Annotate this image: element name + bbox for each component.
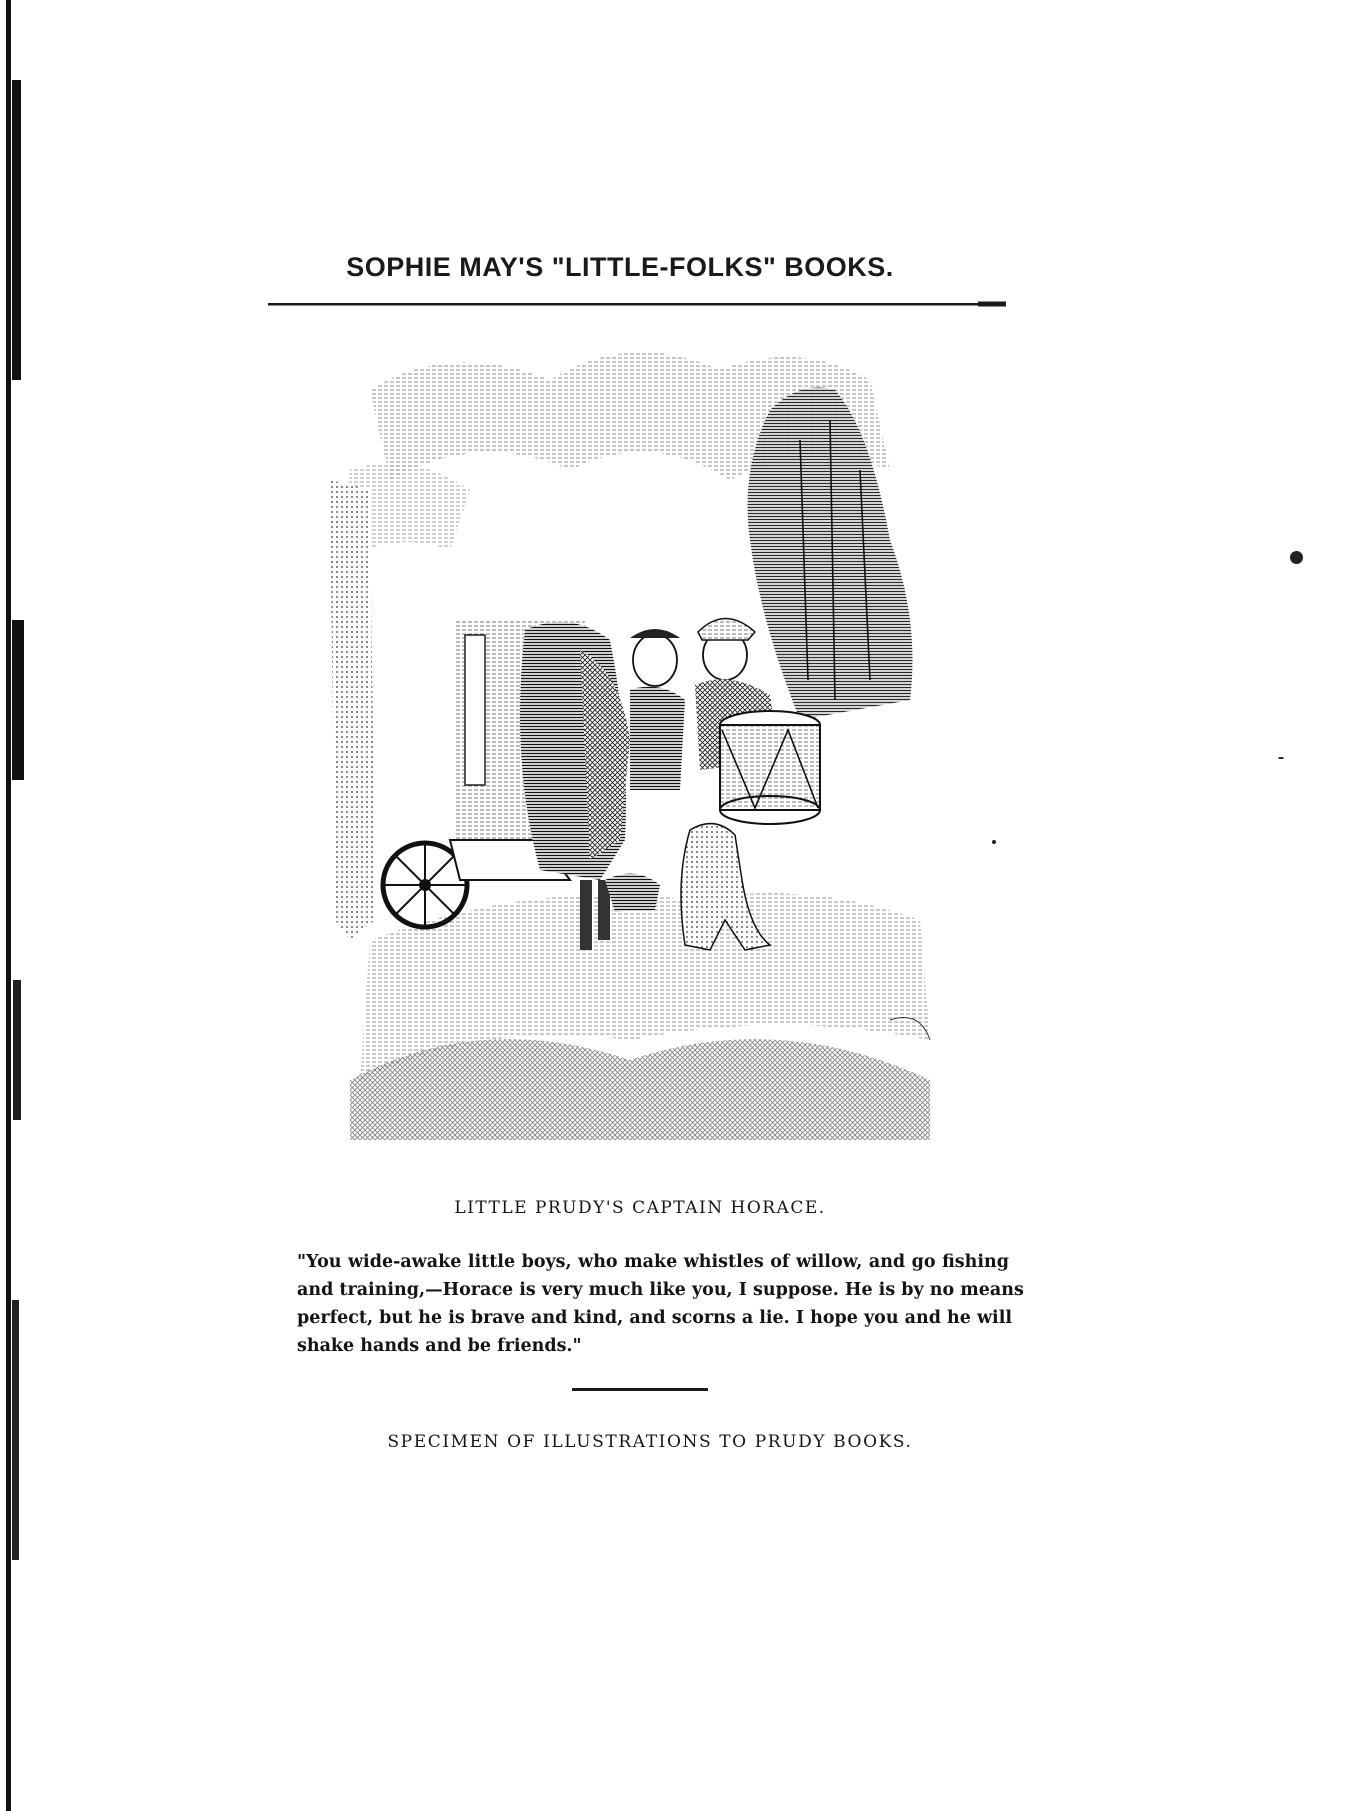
section-divider	[572, 1388, 708, 1391]
foreground-grass	[350, 1039, 930, 1140]
illustration-caption: LITTLE PRUDY'S CAPTAIN HORACE.	[454, 1198, 826, 1218]
binding-edge	[0, 0, 26, 1811]
quote-line: shake hands and be friends."	[297, 1336, 582, 1356]
engraving-illustration	[330, 320, 950, 1180]
footer-note: SPECIMEN OF ILLUSTRATIONS TO PRUDY BOOKS.	[387, 1432, 913, 1452]
quote-line: "You wide-awake little boys, who make whistles of willow, and go fishing	[297, 1252, 1009, 1272]
small-animal	[605, 874, 660, 912]
ink-speck	[1290, 551, 1303, 564]
quote-line: and training,—Horace is very much like you, I suppose. He is by no means	[297, 1280, 1024, 1300]
ink-speck	[992, 840, 996, 844]
page-header-title: SOPHIE MAY'S "LITTLE-FOLKS" BOOKS.	[346, 252, 894, 282]
drum	[720, 711, 820, 824]
quote-line: perfect, but he is brave and kind, and scorns a lie. I hope you and he will	[297, 1308, 1013, 1328]
right-tree	[748, 388, 913, 721]
left-hedge	[330, 480, 375, 940]
quote-paragraph	[297, 1248, 1024, 1360]
ink-speck	[1278, 757, 1284, 759]
header-rule	[268, 300, 1006, 308]
